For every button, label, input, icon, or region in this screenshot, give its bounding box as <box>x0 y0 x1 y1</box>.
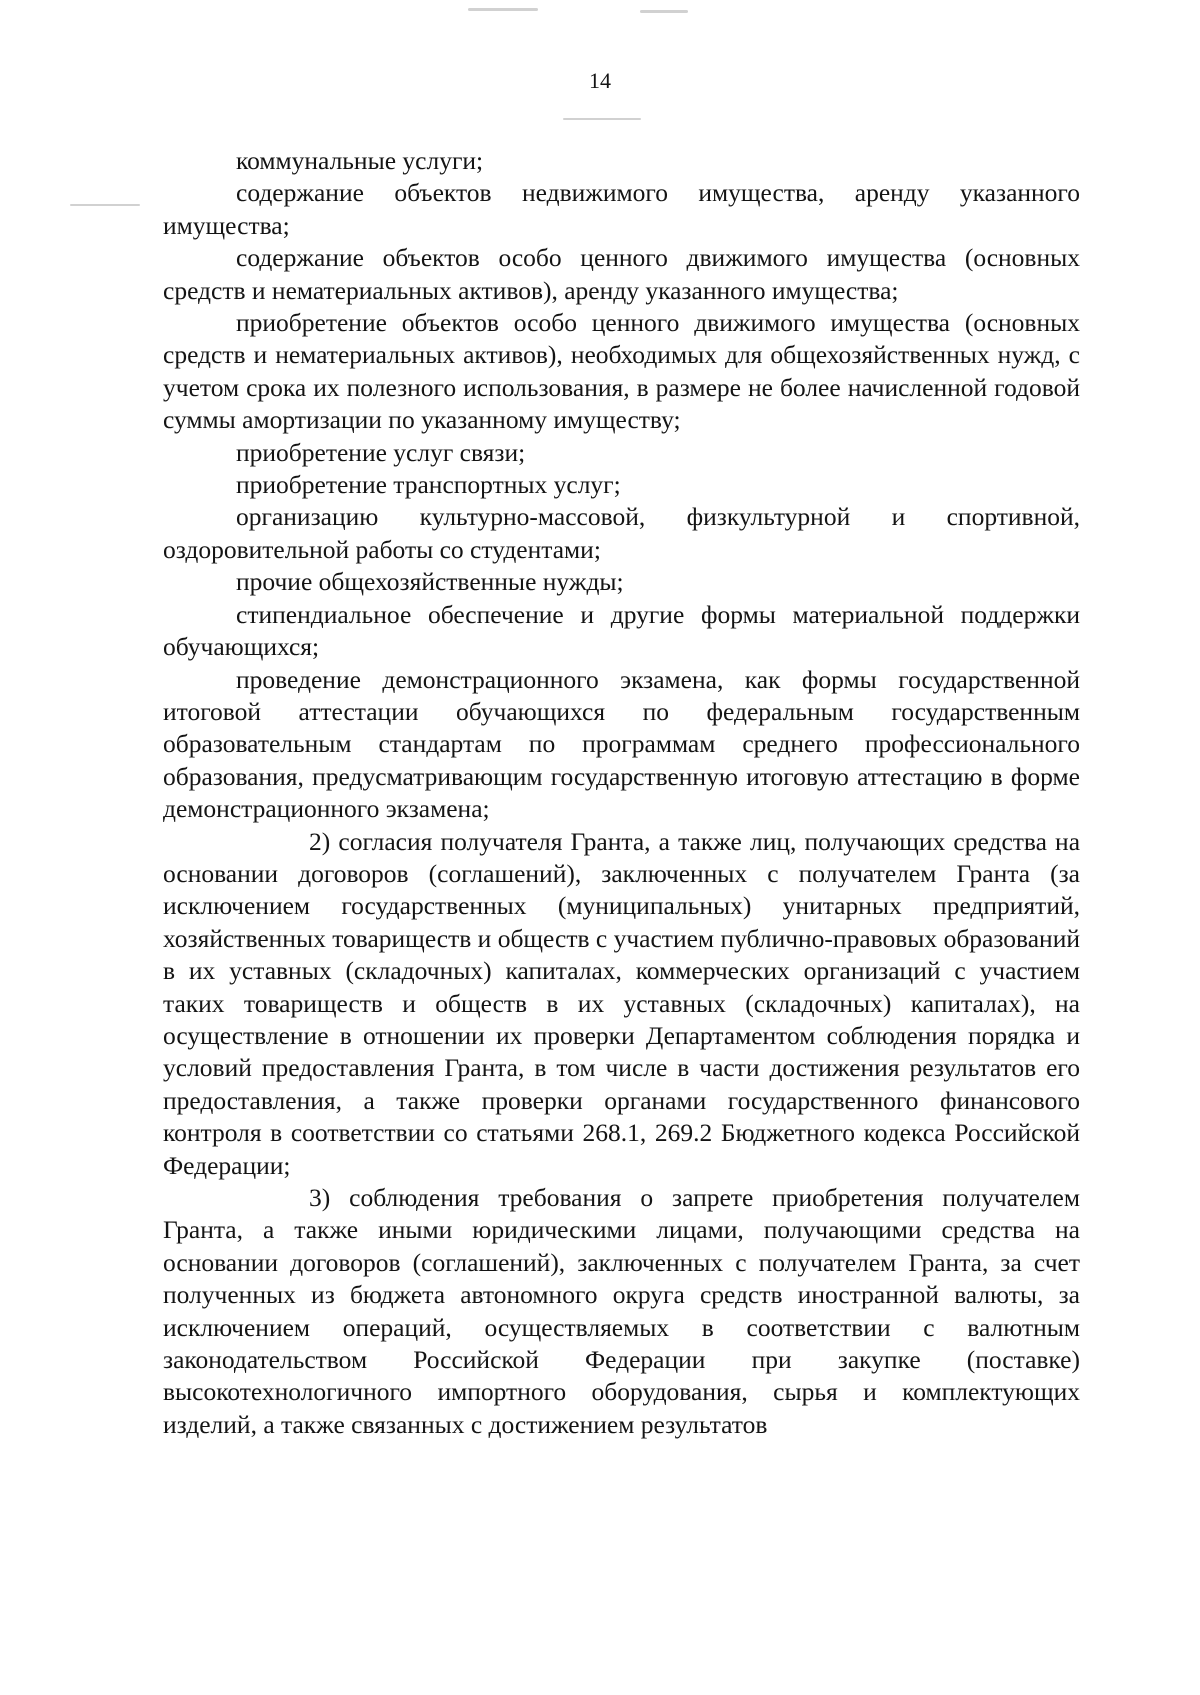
paragraph: проведение демонстрационного экзамена, как формы государственной итоговой аттестации обучающихся по федеральным государственным образовательным стандартам по программам среднего профессионального образования, предусматривающим государственную итоговую аттестацию в форме демонстрационного экзамена; <box>163 664 1080 824</box>
document-body <box>163 145 1080 1441</box>
item-text: соблюдения требования о запрете приобретения получателем Гранта, а также иными юридическими лицами, получающими средства на основании договоров (соглашений), заключенных с получателем Гранта, за счет полученных из бюджета автономного округа средств иностранной валюты, за исключением операций, осуществляемых в соответствии с валютным законодательством Российской Федерации при закупке (поставке) высокотехнологичного импортного оборудования, сырья и комплектующих изделий, а также связанных с достижением результатов <box>163 1183 1080 1439</box>
paragraph: прочие общехозяйственные нужды; <box>236 567 624 597</box>
paragraph: приобретение услуг связи; <box>236 437 526 467</box>
paragraph: содержание объектов недвижимого имущества, аренду указанного имущества; <box>163 178 1080 240</box>
paragraph: стипендиальное обеспечение и другие формы материальной поддержки обучающихся; <box>163 599 1080 662</box>
paragraph: организацию культурно-массовой, физкультурной и спортивной, оздоровительной работы со студентами; <box>163 502 1080 564</box>
numbered-item-3 <box>163 1182 1080 1441</box>
paragraph: коммунальные услуги; <box>236 146 484 175</box>
paragraph: содержание объектов особо ценного движимого имущества (основных средств и нематериальных активов), аренду указанного имущества; <box>163 243 1080 305</box>
numbered-item-2 <box>163 826 1080 1182</box>
paragraph: приобретение объектов особо ценного движимого имущества (основных средств и нематериальных активов), необходимых для общехозяйственных нужд, с учетом срока их полезного использования, в размере не более начисленной годовой суммы амортизации по указанному имуществу; <box>163 308 1080 435</box>
page-number: 14 <box>589 68 611 93</box>
item-number: 2) <box>309 826 331 856</box>
item-number: 3) <box>309 1183 331 1212</box>
scan-artifact <box>468 8 538 11</box>
scan-artifact <box>640 10 688 13</box>
paragraph: приобретение транспортных услуг; <box>236 470 621 500</box>
scan-artifact <box>563 118 641 120</box>
scan-artifact <box>70 204 140 206</box>
item-text: согласия получателя Гранта, а также лиц, получающих средства на основании договоров (соглашений), заключенных с получателем Гранта (за исключением государственных (муниципальных) унитарных предприятий, хозяйственных товариществ и обществ с участием публично-правовых образований в их уставных (складочных) капиталах, коммерческих организаций с участием таких товариществ и обществ в их уставных (складочных) капиталах), на осуществление в отношении их проверки Департаментом соблюдения порядка и условий предоставления Гранта, в том числе в части достижения результатов его предоставления, а также проверки органами государственного финансового контроля в соответствии со статьями 268.1, 269.2 Бюджетного кодекса Российской Федерации; <box>163 826 1081 1180</box>
